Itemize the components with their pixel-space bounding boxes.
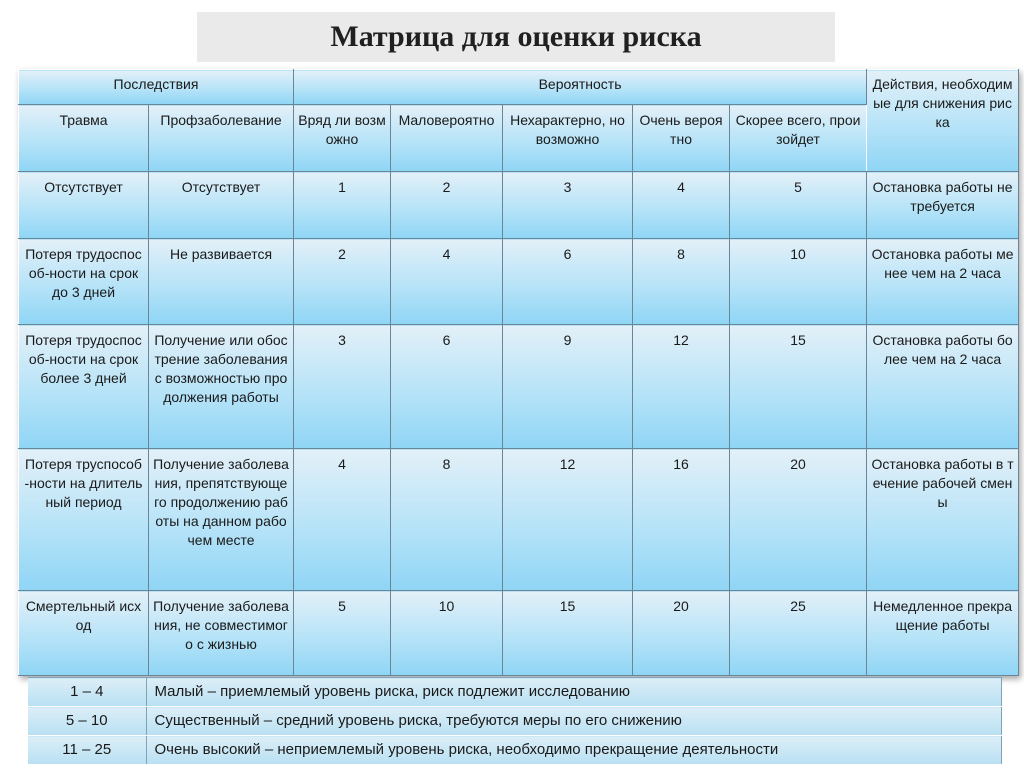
table-row — [19, 172, 1019, 239]
legend-text: Очень высокий – неприемлемый уровень риска, необходимо прекращение деятельности — [146, 736, 1002, 765]
risk-value: 3 — [503, 172, 633, 239]
risk-value: 25 — [730, 591, 867, 676]
header-consequences: Последствия — [19, 70, 294, 105]
risk-value: 4 — [633, 172, 730, 239]
injury-cell: Отсутствует — [19, 172, 149, 239]
action-cell: Немедленное прекращение работы — [867, 591, 1019, 676]
action-cell: Остановка работы в течение рабочей смены — [867, 449, 1019, 591]
risk-value: 6 — [391, 325, 503, 449]
legend-row — [28, 707, 1002, 736]
header-probability: Вероятность — [294, 70, 867, 105]
risk-value: 5 — [730, 172, 867, 239]
risk-value: 12 — [633, 325, 730, 449]
risk-matrix-table — [18, 69, 1019, 676]
risk-value: 8 — [391, 449, 503, 591]
injury-cell: Потеря труспособ-ности на длительный период — [19, 449, 149, 591]
legend-range: 1 – 4 — [28, 678, 146, 707]
header-prob-5: Скорее всего, произойдет — [730, 105, 867, 172]
action-cell: Остановка работы менее чем на 2 часа — [867, 239, 1019, 325]
risk-value: 12 — [503, 449, 633, 591]
disease-cell: Не развивается — [149, 239, 294, 325]
risk-value: 3 — [294, 325, 391, 449]
header-prob-3: Нехарактерно, но возможно — [503, 105, 633, 172]
header-prob-1: Вряд ли возможно — [294, 105, 391, 172]
risk-value: 1 — [294, 172, 391, 239]
table-row — [19, 239, 1019, 325]
risk-value: 15 — [730, 325, 867, 449]
injury-cell: Потеря трудоспособ-ности на срок до 3 дней — [19, 239, 149, 325]
table-row — [19, 449, 1019, 591]
risk-value: 16 — [633, 449, 730, 591]
legend-row — [28, 678, 1002, 707]
risk-value: 10 — [730, 239, 867, 325]
risk-value: 9 — [503, 325, 633, 449]
risk-value: 20 — [730, 449, 867, 591]
header-actions: Действия, необходимые для снижения риска — [867, 70, 1019, 172]
injury-cell: Потеря трудоспособ-ности на срок более 3 дней — [19, 325, 149, 449]
risk-value: 10 — [391, 591, 503, 676]
legend-range: 11 – 25 — [28, 736, 146, 765]
legend-text: Малый – приемлемый уровень риска, риск подлежит исследованию — [146, 678, 1002, 707]
risk-value: 4 — [391, 239, 503, 325]
disease-cell: Получение заболевания, препятствующего продолжению работы на данном рабочем месте — [149, 449, 294, 591]
action-cell: Остановка работы не требуется — [867, 172, 1019, 239]
injury-cell: Смертельный исход — [19, 591, 149, 676]
disease-cell: Получение заболевания, не совместимого с жизнью — [149, 591, 294, 676]
risk-value: 15 — [503, 591, 633, 676]
risk-value: 4 — [294, 449, 391, 591]
page-title: Матрица для оценки риска — [330, 20, 702, 53]
risk-value: 20 — [633, 591, 730, 676]
risk-legend-table — [28, 677, 1002, 765]
risk-value: 5 — [294, 591, 391, 676]
risk-value: 6 — [503, 239, 633, 325]
legend-text: Существенный – средний уровень риска, требуются меры по его снижению — [146, 707, 1002, 736]
risk-value: 2 — [391, 172, 503, 239]
title-bar — [197, 12, 835, 62]
legend-row — [28, 736, 1002, 765]
header-injury: Травма — [19, 105, 149, 172]
risk-value: 2 — [294, 239, 391, 325]
table-row — [19, 325, 1019, 449]
disease-cell: Получение или обострение заболевания с возможностью продолжения работы — [149, 325, 294, 449]
risk-value: 8 — [633, 239, 730, 325]
table-row — [19, 591, 1019, 676]
disease-cell: Отсутствует — [149, 172, 294, 239]
header-prob-2: Маловероятно — [391, 105, 503, 172]
header-disease: Профзаболевание — [149, 105, 294, 172]
legend-range: 5 – 10 — [28, 707, 146, 736]
header-prob-4: Очень вероятно — [633, 105, 730, 172]
header-row-1 — [19, 70, 1019, 105]
action-cell: Остановка работы более чем на 2 часа — [867, 325, 1019, 449]
